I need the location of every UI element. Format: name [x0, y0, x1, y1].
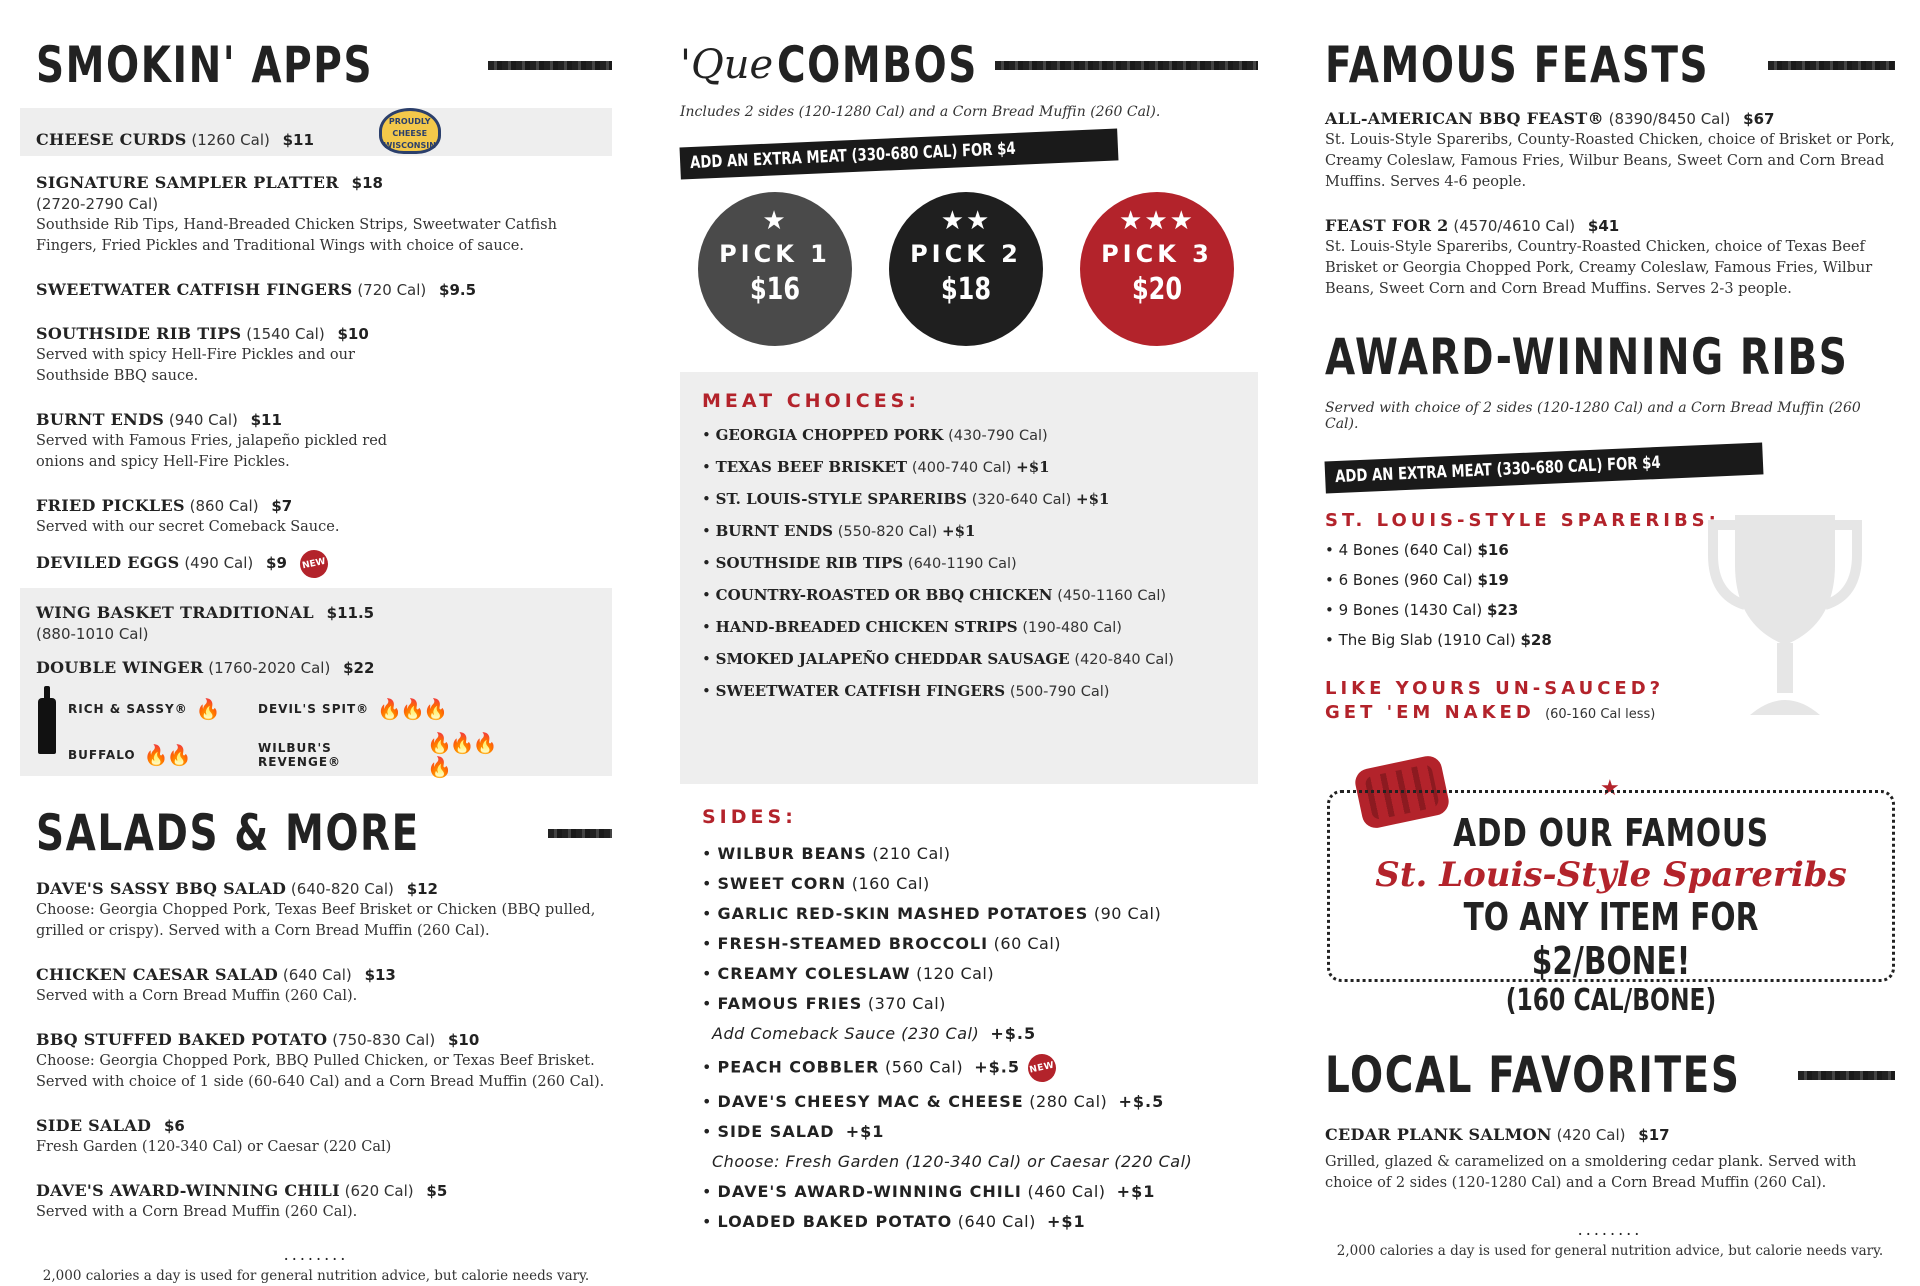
menu-item-sampler	[36, 172, 612, 257]
meat-choices-heading: MEAT CHOICES:	[702, 390, 920, 412]
item-cal: (8390/8450 Cal)	[1608, 110, 1731, 128]
meat-name: COUNTRY-ROASTED OR BBQ CHICKEN	[715, 586, 1053, 604]
side-cal: (60 Cal)	[993, 934, 1062, 953]
menu-item-all-american-feast	[1325, 108, 1895, 193]
salads-title: SALADS & MORE	[36, 804, 420, 862]
ribs-title: AWARD-WINNING RIBS	[1325, 328, 1849, 386]
meat-name: TEXAS BEEF BRISKET	[715, 458, 908, 476]
calorie-footnote: 2,000 calories a day is used for general nutrition advice, but calorie needs vary.	[42, 1268, 590, 1284]
meat-extra: +$1	[942, 522, 976, 540]
item-price: $12	[406, 880, 438, 898]
pick-2-badge	[889, 192, 1043, 346]
item-desc: St. Louis-Style Spareribs, Country-Roasted Chicken, choice of Texas Beef Brisket or Georgia Chopped Pork, Creamy Coleslaw, Famous Fries, Wilbur Beans, Sweet Corn and Corn Bread Muffins. Serves 2-3 people.	[1325, 239, 1873, 297]
item-name: SIGNATURE SAMPLER PLATTER	[36, 173, 339, 192]
item-cal: (640-820 Cal)	[290, 880, 394, 898]
menu-item-chili	[36, 1180, 612, 1223]
side-item: • GARLIC RED-SKIN MASHED POTATOES (90 Cal)	[702, 904, 1162, 923]
side-cal: (120 Cal)	[916, 964, 995, 983]
meat-extra: +$1	[1016, 458, 1050, 476]
smokin-apps-title: SMOKIN' APPS	[36, 36, 374, 94]
calorie-footnote: 2,000 calories a day is used for general nutrition advice, but calorie needs vary.	[1336, 1243, 1884, 1259]
meat-choice: • SOUTHSIDE RIB TIPS (640-1190 Cal)	[702, 554, 1017, 572]
sauce-devils-spit	[258, 697, 518, 721]
item-cal: (880-1010 Cal)	[36, 625, 149, 643]
meat-cal: (400-740 Cal)	[911, 460, 1012, 476]
side-name: PEACH COBBLER	[717, 1057, 880, 1077]
promo-line-2: St. Louis-Style Spareribs	[1375, 855, 1847, 895]
item-desc: Choose: Georgia Chopped Pork, Texas Beef Brisket or Chicken (BBQ pulled, grilled or crispy). Served with a Corn Bread Muffin (260 Cal).	[36, 902, 596, 939]
feasts-title: FAMOUS FEASTS	[1325, 36, 1710, 94]
item-price: $9	[266, 554, 287, 572]
smokin-apps-column	[20, 30, 612, 1284]
meat-name: SWEETWATER CATFISH FINGERS	[715, 682, 1006, 700]
side-item: • DAVE'S AWARD-WINNING CHILI (460 Cal) +$1	[702, 1182, 1156, 1201]
item-cal: (1540 Cal)	[246, 325, 325, 343]
pick-price: $16	[749, 272, 801, 307]
ribs-header	[1325, 322, 1895, 392]
pick-label: PICK 2	[910, 240, 1022, 268]
new-badge: NEW	[1025, 1051, 1058, 1084]
sides-heading: SIDES:	[702, 806, 797, 828]
item-price: $6	[163, 1117, 185, 1135]
meat-name: GEORGIA CHOPPED PORK	[715, 426, 944, 444]
rib-option-price: $19	[1477, 571, 1509, 589]
meat-name: ST. LOUIS-STYLE SPARERIBS	[715, 490, 967, 508]
ribs-note: Served with choice of 2 sides (120-1280 Cal) and a Corn Bread Muffin (260 Cal).	[1325, 400, 1861, 432]
item-cal: (640 Cal)	[282, 966, 352, 984]
item-cal: (2720-2790 Cal)	[36, 195, 159, 213]
pick-price: $20	[1131, 272, 1183, 307]
combos-title-script: 'Que	[680, 42, 774, 88]
item-price: $11.5	[326, 604, 375, 622]
item-cal: (750-830 Cal)	[332, 1031, 436, 1049]
meat-choice: • TEXAS BEEF BRISKET (400-740 Cal) +$1	[702, 458, 1050, 476]
side-note	[712, 1024, 1236, 1044]
menu-item-fried-pickles	[36, 495, 612, 538]
flame-icon: 🔥	[195, 697, 219, 721]
sauce-rich-sassy	[68, 697, 258, 721]
pick-label: PICK 1	[719, 240, 831, 268]
meat-choice: • SMOKED JALAPEÑO CHEDDAR SAUSAGE (420-840 Cal)	[702, 650, 1174, 668]
item-desc: Fresh Garden (120-340 Cal) or Caesar (220 Cal)	[36, 1139, 392, 1155]
item-name: BBQ STUFFED BAKED POTATO	[36, 1030, 328, 1049]
star-icon: ★	[762, 206, 788, 236]
wings-panel	[20, 588, 612, 779]
meat-name: SOUTHSIDE RIB TIPS	[715, 554, 904, 572]
star-icon: ★★★	[1119, 206, 1195, 236]
promo-line-4: (160 CAL/BONE)	[1505, 983, 1717, 1018]
item-name: WING BASKET TRADITIONAL	[36, 603, 314, 622]
side-name: SWEET CORN	[717, 874, 847, 893]
star-icon: ★★	[940, 206, 992, 236]
item-name: FRIED PICKLES	[36, 496, 185, 515]
meat-choice: • ST. LOUIS-STYLE SPARERIBS (320-640 Cal) +$1	[702, 490, 1110, 508]
spareribs-promo-box	[1327, 790, 1895, 1018]
naked-line-2: GET 'EM NAKED	[1325, 702, 1535, 723]
meat-name: SMOKED JALAPEÑO CHEDDAR SAUSAGE	[715, 650, 1070, 668]
side-note-text: Add Comeback Sauce (230 Cal)	[712, 1024, 980, 1043]
rib-option-label: 9 Bones (1430 Cal)	[1338, 601, 1483, 619]
item-name: ALL-AMERICAN BBQ FEAST®	[1325, 109, 1604, 128]
item-name: DEVILED EGGS	[36, 553, 180, 572]
meat-cal: (430-790 Cal)	[948, 428, 1048, 444]
menu-item-cheese-curds	[20, 108, 612, 156]
meat-cal: (550-820 Cal)	[837, 524, 938, 540]
rib-option-price: $28	[1520, 631, 1552, 649]
new-badge: NEW	[297, 547, 330, 580]
rib-option: • The Big Slab (1910 Cal) $28	[1325, 631, 1552, 649]
meat-cal: (640-1190 Cal)	[907, 556, 1017, 572]
item-name: SWEETWATER CATFISH FINGERS	[36, 280, 353, 299]
side-cal: (90 Cal)	[1093, 904, 1162, 923]
sauce-name: RICH & SASSY®	[68, 702, 188, 716]
item-desc: Served with a Corn Bread Muffin (260 Cal).	[36, 988, 358, 1004]
flame-icon: 🔥🔥🔥	[377, 697, 446, 721]
extra-meat-text: ADD AN EXTRA MEAT (330-680 CAL) FOR $4	[689, 138, 1017, 174]
meat-name: HAND-BREADED CHICKEN STRIPS	[715, 618, 1018, 636]
item-price: $7	[271, 497, 293, 515]
sauce-bottle-icon	[38, 698, 56, 754]
item-cal: (4570/4610 Cal)	[1453, 217, 1576, 235]
side-item: • LOADED BAKED POTATO (640 Cal) +$1	[702, 1212, 1086, 1231]
side-item: • SWEET CORN (160 Cal)	[702, 874, 930, 893]
item-desc: Served with Famous Fries, jalapeño pickled red onions and spicy Hell-Fire Pickles.	[36, 433, 388, 470]
local-favorites-section	[1325, 1040, 1895, 1259]
item-price: $11	[250, 411, 282, 429]
flame-icon: 🔥🔥	[143, 743, 190, 767]
side-cal: (560 Cal)	[885, 1057, 964, 1077]
side-item: • CREAMY COLESLAW (120 Cal)	[702, 964, 995, 983]
item-desc: Choose: Georgia Chopped Pork, BBQ Pulled Chicken, or Texas Beef Brisket. Served with choice of 1 side (60-640 Cal) and a Corn Bread Muffin (260 Cal).	[36, 1053, 605, 1090]
extra-meat-ribbon	[1325, 442, 1764, 493]
menu-item-wing-basket	[36, 602, 612, 645]
combos-note: Includes 2 sides (120-1280 Cal) and a Corn Bread Muffin (260 Cal).	[680, 104, 1161, 120]
item-price: $9.5	[439, 281, 477, 299]
item-price: $10	[337, 325, 369, 343]
menu-item-side-salad	[36, 1115, 612, 1158]
dot-divider: ........	[283, 1245, 349, 1264]
naked-line-1: LIKE YOURS UN-SAUCED?	[1325, 678, 1665, 699]
meat-cal: (450-1160 Cal)	[1057, 588, 1167, 604]
item-name: CEDAR PLANK SALMON	[1325, 1125, 1552, 1144]
side-name: SIDE SALAD	[717, 1122, 835, 1141]
item-cal: (860 Cal)	[189, 497, 259, 515]
combos-title: COMBOS	[777, 36, 979, 94]
side-note-extra: +$.5	[990, 1024, 1037, 1043]
header-divider	[548, 829, 612, 838]
rib-option-price: $16	[1477, 541, 1509, 559]
side-item: • DAVE'S CHEESY MAC & CHEESE (280 Cal) +$.5	[702, 1092, 1165, 1111]
sauce-buffalo	[68, 731, 258, 779]
item-name: SIDE SALAD	[36, 1116, 152, 1135]
meat-name: BURNT ENDS	[715, 522, 833, 540]
meat-choice: • COUNTRY-ROASTED OR BBQ CHICKEN (450-1160 Cal)	[702, 586, 1167, 604]
side-cal: (160 Cal)	[851, 874, 930, 893]
item-price: $22	[343, 659, 375, 677]
item-price: $5	[426, 1182, 448, 1200]
meat-cal: (190-480 Cal)	[1022, 620, 1122, 636]
extra-meat-ribbon	[680, 128, 1119, 179]
local-title: LOCAL FAVORITES	[1325, 1046, 1741, 1104]
item-name: DOUBLE WINGER	[36, 658, 204, 677]
item-desc: Served with our secret Comeback Sauce.	[36, 519, 340, 535]
combos-header	[680, 30, 1258, 100]
side-extra: +$1	[1116, 1182, 1156, 1201]
rib-option: • 4 Bones (640 Cal) $16	[1325, 541, 1509, 559]
menu-item-sassy-salad	[36, 878, 612, 942]
rib-option-label: 4 Bones (640 Cal)	[1338, 541, 1473, 559]
side-cal: (640 Cal)	[957, 1212, 1036, 1231]
item-name: BURNT ENDS	[36, 410, 165, 429]
meat-cal: (420-840 Cal)	[1074, 652, 1174, 668]
item-name: SOUTHSIDE RIB TIPS	[36, 324, 242, 343]
local-header	[1325, 1040, 1895, 1110]
side-item: • FRESH-STEAMED BROCCOLI (60 Cal)	[702, 934, 1062, 953]
meat-choice: • HAND-BREADED CHICKEN STRIPS (190-480 Cal)	[702, 618, 1122, 636]
sauce-list	[68, 697, 612, 779]
side-cal: (460 Cal)	[1027, 1182, 1106, 1201]
sauce-name: BUFFALO	[68, 748, 136, 762]
sauce-name: WILBUR'S REVENGE®	[258, 741, 342, 769]
header-divider	[1768, 61, 1895, 70]
item-price: $13	[364, 966, 396, 984]
side-extra: +$.5	[1118, 1092, 1165, 1111]
item-price: $17	[1638, 1126, 1670, 1144]
sauce-wilburs-revenge	[258, 731, 518, 779]
side-extra: +$1	[845, 1122, 885, 1141]
side-item: • PEACH COBBLER (560 Cal) +$.5 NEW	[702, 1054, 1236, 1082]
meat-extra: +$1	[1076, 490, 1110, 508]
side-extra: +$.5	[974, 1057, 1020, 1077]
side-cal: (210 Cal)	[872, 844, 951, 863]
item-name: CHEESE CURDS	[36, 130, 187, 149]
combos-column	[680, 30, 1258, 1232]
item-price: $18	[351, 174, 383, 192]
item-price: $41	[1587, 217, 1620, 235]
flame-icon: 🔥🔥🔥🔥	[426, 731, 496, 779]
item-desc: Served with a Corn Bread Muffin (260 Cal).	[36, 1204, 358, 1220]
header-divider	[488, 61, 612, 70]
dot-divider: ........	[1577, 1220, 1643, 1239]
meat-choices-panel	[680, 372, 1258, 784]
feasts-header	[1325, 30, 1895, 100]
side-extra: +$1	[1046, 1212, 1086, 1231]
side-item: • SIDE SALAD +$1	[702, 1122, 885, 1141]
item-price: $67	[1743, 110, 1775, 128]
meat-choice: • BURNT ENDS (550-820 Cal) +$1	[702, 522, 976, 540]
pick-3-badge	[1080, 192, 1234, 346]
rib-option: • 9 Bones (1430 Cal) $23	[1325, 601, 1519, 619]
promo-line-3: TO ANY ITEM FOR $2/BONE!	[1463, 895, 1759, 983]
rib-option-label: 6 Bones (960 Cal)	[1338, 571, 1473, 589]
side-name: FRESH-STEAMED BROCCOLI	[717, 934, 989, 953]
sides-list	[680, 784, 1258, 1232]
star-icon: ★	[1600, 776, 1620, 801]
meat-choice: • SWEETWATER CATFISH FINGERS (500-790 Cal)	[702, 682, 1110, 700]
item-desc: Grilled, glazed & caramelized on a smoldering cedar plank. Served with choice of 2 sides (120-1280 Cal) and a Corn Bread Muffin (260 Cal).	[1325, 1154, 1857, 1191]
extra-meat-text: ADD AN EXTRA MEAT (330-680 CAL) FOR $4	[1334, 452, 1662, 488]
side-name: DAVE'S CHEESY MAC & CHEESE	[717, 1092, 1024, 1111]
side-item: • WILBUR BEANS (210 Cal)	[702, 844, 951, 863]
item-price: $10	[447, 1031, 480, 1049]
item-cal: (1260 Cal)	[191, 131, 270, 149]
spareribs-heading: ST. LOUIS-STYLE SPARERIBS:	[1325, 510, 1720, 531]
naked-cal: (60-160 Cal less)	[1545, 707, 1656, 722]
item-cal: (1760-2020 Cal)	[208, 659, 331, 677]
side-name: WILBUR BEANS	[717, 844, 867, 863]
side-cal: (370 Cal)	[867, 994, 946, 1013]
menu-item-caesar	[36, 964, 612, 1007]
side-name: DAVE'S AWARD-WINNING CHILI	[717, 1182, 1022, 1201]
menu-item-stuffed-potato	[36, 1029, 612, 1093]
item-cal: (420 Cal)	[1556, 1126, 1626, 1144]
side-note-text: Choose: Fresh Garden (120-340 Cal) or Caesar (220 Cal)	[712, 1152, 1193, 1171]
item-desc: St. Louis-Style Spareribs, County-Roasted Chicken, choice of Brisket or Pork, Creamy Coleslaw, Famous Fries, Wilbur Beans, Sweet Corn and Corn Bread Muffins. Serves 4-6 people.	[1325, 132, 1895, 190]
pick-price: $18	[940, 272, 992, 307]
item-name: DAVE'S SASSY BBQ SALAD	[36, 879, 287, 898]
menu-item-feast-for-2	[1325, 215, 1895, 300]
promo-line-1: ADD OUR FAMOUS	[1453, 811, 1769, 855]
pick-label: PICK 3	[1101, 240, 1213, 268]
sauce-name: DEVIL'S SPIT®	[258, 702, 370, 716]
side-item: • FAMOUS FRIES (370 Cal)	[702, 994, 946, 1013]
item-desc: Served with spicy Hell-Fire Pickles and our Southside BBQ sauce.	[36, 347, 355, 384]
salads-header	[36, 798, 612, 868]
item-name: FEAST FOR 2	[1325, 216, 1449, 235]
meat-cal: (320-640 Cal)	[971, 492, 1072, 508]
pick-options	[698, 192, 1258, 346]
side-name: GARLIC RED-SKIN MASHED POTATOES	[717, 904, 1089, 923]
meat-choice: • GEORGIA CHOPPED PORK (430-790 Cal)	[702, 426, 1048, 444]
menu-item-cedar-salmon	[1325, 1124, 1895, 1194]
side-cal: (280 Cal)	[1029, 1092, 1108, 1111]
meat-cal: (500-790 Cal)	[1009, 684, 1110, 700]
item-cal: (490 Cal)	[184, 554, 254, 572]
menu-item-burnt-ends	[36, 409, 612, 473]
menu-item-deviled-eggs	[36, 550, 612, 578]
item-cal: (720 Cal)	[357, 281, 427, 299]
side-note	[712, 1152, 1236, 1172]
side-name: LOADED BAKED POTATO	[717, 1212, 953, 1231]
pick-1-badge	[698, 192, 852, 346]
trophy-icon	[1705, 505, 1865, 725]
rib-option: • 6 Bones (960 Cal) $19	[1325, 571, 1509, 589]
smokin-apps-header	[36, 30, 612, 100]
header-divider	[1798, 1071, 1895, 1080]
side-name: FAMOUS FRIES	[717, 994, 863, 1013]
proudly-wisconsin-cheese-badge: PROUDLY CHEESE WISCONSIN	[379, 108, 441, 154]
menu-item-catfish	[36, 279, 612, 301]
item-price: $11	[282, 131, 314, 149]
rib-option-price: $23	[1486, 601, 1519, 619]
side-name: CREAMY COLESLAW	[717, 964, 911, 983]
rib-option-label: The Big Slab (1910 Cal)	[1338, 631, 1516, 649]
menu-item-rib-tips	[36, 323, 612, 387]
header-divider	[995, 61, 1258, 70]
item-cal: (940 Cal)	[168, 411, 238, 429]
item-name: DAVE'S AWARD-WINNING CHILI	[36, 1181, 340, 1200]
item-cal: (620 Cal)	[344, 1182, 414, 1200]
item-name: CHICKEN CAESAR SALAD	[36, 965, 279, 984]
menu-item-double-winger	[36, 657, 612, 679]
item-desc: Southside Rib Tips, Hand-Breaded Chicken Strips, Sweetwater Catfish Fingers, Fried Pickles and Traditional Wings with choice of sauce.	[36, 217, 557, 254]
